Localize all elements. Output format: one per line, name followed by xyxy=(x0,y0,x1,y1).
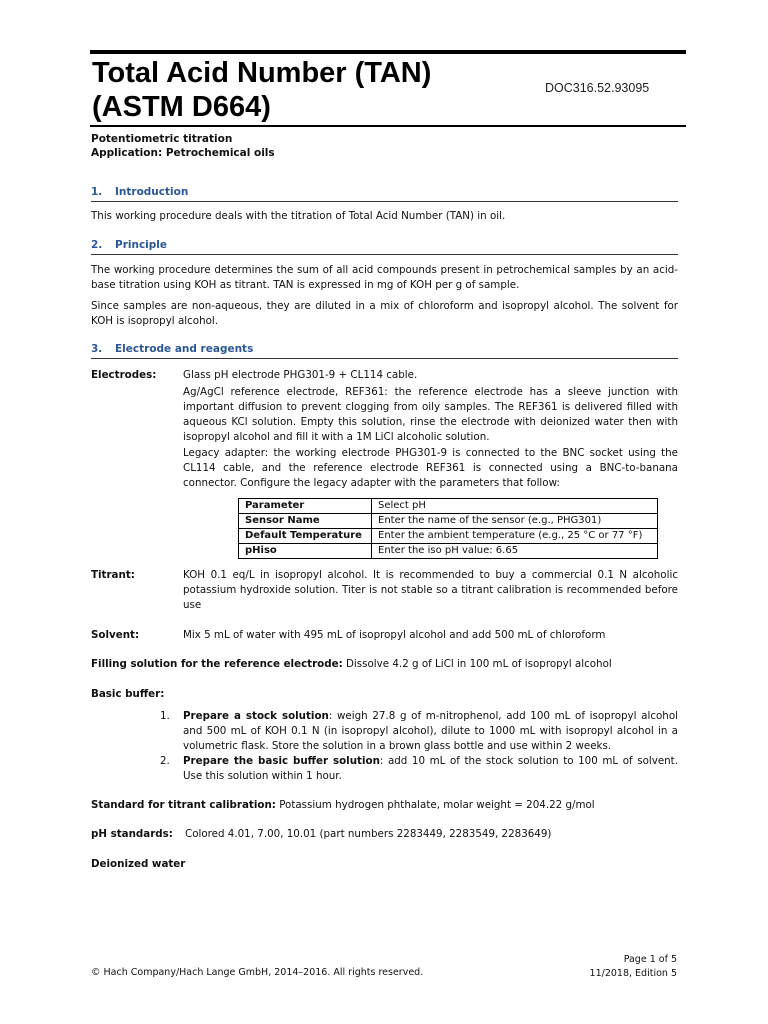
table-cell: Enter the iso pH value: 6.65 xyxy=(372,544,658,559)
page-number: Page 1 of 5 xyxy=(623,954,677,965)
subtitle-block xyxy=(91,132,275,160)
standard-label: Standard for titrant calibration: xyxy=(91,799,276,811)
electrodes-line-2: Ag/AgCl reference electrode, REF361: the reference electrode has a sleeve junction with important diffusion to prevent clogging from oily samples. The REF361 is delivered filled with aqueous KCl solution. Empty this solution, rinse the electrode with deionized water then with isopropyl alcohol and fill it with a 1M LiCl alcoholic solution. xyxy=(183,386,678,443)
section-title: Principle xyxy=(115,239,168,251)
solvent-text: Mix 5 mL of water with 495 mL of isopropyl alcohol and add 500 mL of chloroform xyxy=(183,629,606,641)
filling-solution-line xyxy=(91,657,678,672)
electrodes-label: Electrodes: xyxy=(91,369,157,381)
table-cell: Default Temperature xyxy=(239,529,372,544)
table-cell: Parameter xyxy=(239,499,372,514)
list-item-bold: Prepare a stock solution xyxy=(183,710,329,722)
list-number: 1. xyxy=(160,710,170,722)
list-item-text: : add 10 mL of the stock solution to 100 mL of solvent. Use this solution within 1 hour. xyxy=(183,755,678,782)
section-heading-principle xyxy=(91,239,678,255)
list-item-text: : weigh 27.8 g of m-nitrophenol, add 100 mL of isopropyl alcohol and 500 mL of KOH 0.1 N (in isopropyl alcohol), dilute to 1000 mL with isopropyl alcohol in a volumetric flask. Store the solution in a brown glass bottle and use within 2 weeks. xyxy=(183,710,678,752)
ph-standards-text: Colored 4.01, 7.00, 10.01 (part numbers 2283449, 2283549, 2283649) xyxy=(185,828,552,840)
list-item xyxy=(160,754,678,784)
table-cell: Enter the name of the sensor (e.g., PHG301) xyxy=(372,514,658,529)
method-label: Potentiometric titration xyxy=(91,133,233,145)
electrodes-line-1: Glass pH electrode PHG301-9 + CL114 cable. xyxy=(183,369,418,381)
intro-paragraph: This working procedure deals with the titration of Total Acid Number (TAN) in oil. xyxy=(91,210,506,222)
titrant-text: KOH 0.1 eq/L in isopropyl alcohol. It is recommended to buy a commercial 0.1 N alcoholic potassium hydroxide solution. Titer is not stable so a titrant calibration is recommended before use xyxy=(183,569,678,611)
table-row xyxy=(239,544,658,559)
section-title: Introduction xyxy=(115,186,189,198)
footer-right xyxy=(590,953,677,981)
deionized-water-label: Deionized water xyxy=(91,858,186,870)
application-label: Application: Petrochemical oils xyxy=(91,147,275,159)
titrant-label: Titrant: xyxy=(91,569,135,581)
list-item-bold: Prepare the basic buffer solution xyxy=(183,755,380,767)
ph-standards-label: pH standards: xyxy=(91,828,173,840)
section-number: 1. xyxy=(91,186,103,198)
basic-buffer-label: Basic buffer: xyxy=(91,688,165,700)
section-number: 3. xyxy=(91,343,103,355)
table-row xyxy=(239,499,658,514)
solvent-label: Solvent: xyxy=(91,629,140,641)
section-title: Electrode and reagents xyxy=(115,343,254,355)
table-cell: Sensor Name xyxy=(239,514,372,529)
table-cell: Select pH xyxy=(372,499,658,514)
title-line-2: (ASTM D664) xyxy=(92,91,271,123)
electrodes-line-3: Legacy adapter: the working electrode PHG301-9 is connected to the BNC socket using the CL114 cable, and the reference electrode REF361 is connected using a BNC-to-banana connector. Configure the legacy adapter with the parameters that follow: xyxy=(183,447,678,489)
filling-solution-label: Filling solution for the reference electrode: xyxy=(91,658,343,670)
principle-paragraph-2: Since samples are non-aqueous, they are diluted in a mix of chloroform and isopropyl alcohol. The solvent for KOH is isopropyl alcohol. xyxy=(91,300,678,327)
edition-date: 11/2018, Edition 5 xyxy=(589,968,677,979)
section-heading-introduction xyxy=(91,186,678,202)
section-heading-electrode-reagents xyxy=(91,343,678,359)
footer-copyright: © Hach Company/Hach Lange GmbH, 2014–2016. All rights reserved. xyxy=(91,967,424,978)
standard-calibration-line xyxy=(91,798,678,813)
parameters-table xyxy=(238,498,658,559)
principle-paragraph-1: The working procedure determines the sum of all acid compounds present in petrochemical samples by an acid-base titration using KOH as titrant. TAN is expressed in mg of KOH per g of sample. xyxy=(91,264,678,291)
document-id: DOC316.52.93095 xyxy=(545,81,650,95)
table-cell: Enter the ambient temperature (e.g., 25 °C or 77 °F) xyxy=(372,529,658,544)
basic-buffer-list xyxy=(160,709,678,784)
table-cell: pHiso xyxy=(239,544,372,559)
filling-solution-text: Dissolve 4.2 g of LiCl in 100 mL of isopropyl alcohol xyxy=(342,658,612,670)
section-number: 2. xyxy=(91,239,103,251)
list-item xyxy=(160,709,678,754)
top-rule xyxy=(90,50,686,54)
list-number: 2. xyxy=(160,755,170,767)
title-line-1: Total Acid Number (TAN) xyxy=(92,57,432,89)
document-title xyxy=(92,56,532,124)
table-row xyxy=(239,529,658,544)
title-rule xyxy=(90,125,686,127)
standard-text: Potassium hydrogen phthalate, molar weight = 204.22 g/mol xyxy=(275,799,595,811)
table-row xyxy=(239,514,658,529)
